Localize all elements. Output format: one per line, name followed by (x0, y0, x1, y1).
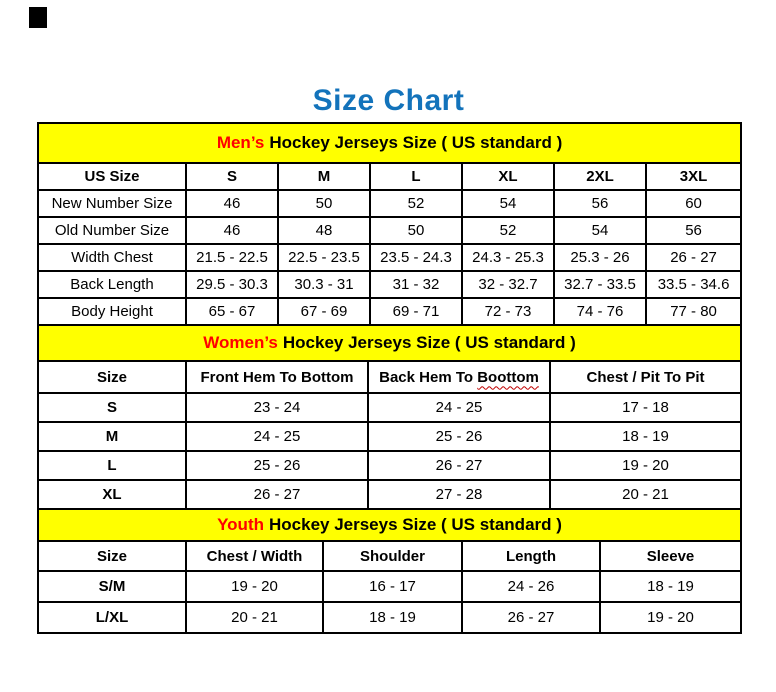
youth-section-header (38, 509, 741, 541)
value-cell: 56 (646, 217, 741, 244)
value-cell: 18 - 19 (600, 571, 741, 602)
column-header-cell: 3XL (646, 163, 741, 190)
youth-band-rest: Hockey Jerseys Size ( US standard ) (269, 515, 562, 534)
value-cell: 23 - 24 (186, 393, 368, 422)
value-cell: 17 - 18 (550, 393, 741, 422)
row-label-cell: S (38, 393, 186, 422)
column-header-cell: XL (462, 163, 554, 190)
table-row (38, 298, 741, 325)
value-cell: 52 (462, 217, 554, 244)
value-cell: 24 - 25 (186, 422, 368, 451)
value-cell: 29.5 - 30.3 (186, 271, 278, 298)
row-label-cell: Body Height (38, 298, 186, 325)
womens-section-header (38, 325, 741, 361)
value-cell: 20 - 21 (186, 602, 323, 633)
row-label-cell: Old Number Size (38, 217, 186, 244)
value-cell: 50 (278, 190, 370, 217)
womens-band-rest: Hockey Jerseys Size ( US standard ) (282, 333, 576, 352)
mens-section-header (38, 123, 741, 163)
column-header-cell: Chest / Pit To Pit (550, 361, 741, 393)
value-cell: 33.5 - 34.6 (646, 271, 741, 298)
value-cell: 18 - 19 (323, 602, 462, 633)
table-row (38, 217, 741, 244)
value-cell: 54 (462, 190, 554, 217)
value-cell: 22.5 - 23.5 (278, 244, 370, 271)
value-cell: 69 - 71 (370, 298, 462, 325)
column-header-cell: M (278, 163, 370, 190)
mens-size-table (37, 122, 742, 326)
size-chart-tables (37, 122, 740, 634)
youth-table-body (38, 571, 741, 633)
misspelled-word: Boottom (477, 368, 539, 386)
column-header-cell: 2XL (554, 163, 646, 190)
table-row (38, 571, 741, 602)
youth-column-header-row (38, 541, 741, 571)
value-cell: 31 - 32 (370, 271, 462, 298)
row-label-cell: Width Chest (38, 244, 186, 271)
womens-band-highlight: Women’s (203, 333, 278, 352)
mens-table-body (38, 190, 741, 325)
value-cell: 32 - 32.7 (462, 271, 554, 298)
womens-table-body (38, 393, 741, 509)
womens-section-band (38, 325, 741, 361)
value-cell: 25.3 - 26 (554, 244, 646, 271)
table-row (38, 190, 741, 217)
value-cell: 25 - 26 (186, 451, 368, 480)
row-label-cell: XL (38, 480, 186, 509)
table-row (38, 393, 741, 422)
youth-section-band (38, 509, 741, 541)
value-cell: 20 - 21 (550, 480, 741, 509)
value-cell: 18 - 19 (550, 422, 741, 451)
youth-size-table (37, 508, 742, 634)
value-cell: 77 - 80 (646, 298, 741, 325)
table-row (38, 244, 741, 271)
row-label-cell: M (38, 422, 186, 451)
column-header-cell (368, 361, 550, 393)
value-cell: 23.5 - 24.3 (370, 244, 462, 271)
column-header-cell: Size (38, 361, 186, 393)
value-cell: 24 - 25 (368, 393, 550, 422)
value-cell: 48 (278, 217, 370, 244)
mens-band-rest: Hockey Jerseys Size ( US standard ) (269, 133, 563, 152)
value-cell: 50 (370, 217, 462, 244)
value-cell: 26 - 27 (186, 480, 368, 509)
mens-section-band (38, 123, 741, 163)
row-label-cell: Back Length (38, 271, 186, 298)
column-header-cell: Chest / Width (186, 541, 323, 571)
value-cell: 52 (370, 190, 462, 217)
table-row (38, 271, 741, 298)
value-cell: 19 - 20 (186, 571, 323, 602)
womens-column-header-row (38, 361, 741, 393)
value-cell: 26 - 27 (368, 451, 550, 480)
value-cell: 16 - 17 (323, 571, 462, 602)
youth-band-highlight: Youth (217, 515, 264, 534)
mens-column-header-row (38, 163, 741, 190)
value-cell: 19 - 20 (550, 451, 741, 480)
row-label-cell: L (38, 451, 186, 480)
womens-size-table (37, 324, 742, 510)
black-square-marker (29, 7, 47, 28)
value-cell: 72 - 73 (462, 298, 554, 325)
value-cell: 32.7 - 33.5 (554, 271, 646, 298)
column-header-prefix: Back Hem To (379, 368, 478, 386)
value-cell: 46 (186, 217, 278, 244)
page-title: Size Chart (312, 84, 465, 118)
value-cell: 60 (646, 190, 741, 217)
value-cell: 27 - 28 (368, 480, 550, 509)
row-label-cell: New Number Size (38, 190, 186, 217)
value-cell: 46 (186, 190, 278, 217)
column-header-cell: Length (462, 541, 600, 571)
column-header-cell: US Size (38, 163, 186, 190)
value-cell: 74 - 76 (554, 298, 646, 325)
table-row (38, 480, 741, 509)
table-row (38, 422, 741, 451)
value-cell: 26 - 27 (646, 244, 741, 271)
column-header-cell: Shoulder (323, 541, 462, 571)
value-cell: 65 - 67 (186, 298, 278, 325)
mens-band-highlight: Men’s (216, 133, 265, 152)
table-row (38, 451, 741, 480)
value-cell: 56 (554, 190, 646, 217)
column-header-cell: Sleeve (600, 541, 741, 571)
row-label-cell: S/M (38, 571, 186, 602)
column-header-cell: L (370, 163, 462, 190)
value-cell: 30.3 - 31 (278, 271, 370, 298)
value-cell: 24.3 - 25.3 (462, 244, 554, 271)
value-cell: 26 - 27 (462, 602, 600, 633)
row-label-cell: L/XL (38, 602, 186, 633)
table-row (38, 602, 741, 633)
value-cell: 25 - 26 (368, 422, 550, 451)
column-header-cell: S (186, 163, 278, 190)
column-header-cell: Size (38, 541, 186, 571)
column-header-cell: Front Hem To Bottom (186, 361, 368, 393)
value-cell: 19 - 20 (600, 602, 741, 633)
value-cell: 67 - 69 (278, 298, 370, 325)
value-cell: 24 - 26 (462, 571, 600, 602)
value-cell: 54 (554, 217, 646, 244)
value-cell: 21.5 - 22.5 (186, 244, 278, 271)
